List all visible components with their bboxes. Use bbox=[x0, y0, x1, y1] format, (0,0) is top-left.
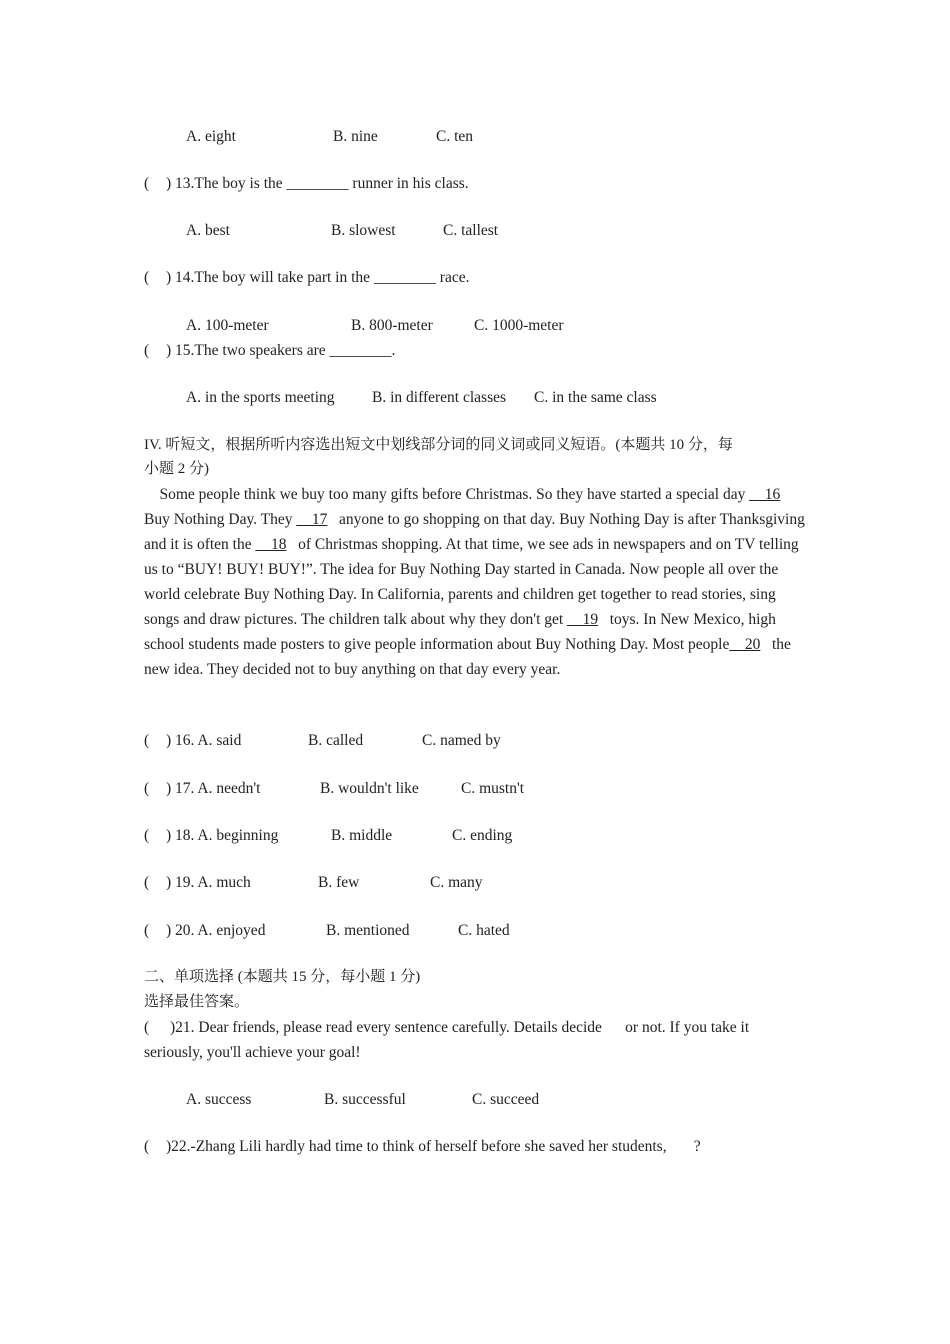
section4-heading-line1: IV. 听短文，根据所听内容选出短文中划线部分词的同义词或同义短语。(本题共 10 分，每 bbox=[144, 437, 733, 453]
q15-option-b: B. in different classes bbox=[372, 389, 507, 406]
q22-paren: ( bbox=[144, 1138, 150, 1155]
q16-option-b: B. called bbox=[308, 732, 364, 749]
blank-17: __17 bbox=[296, 511, 328, 528]
q16-stem: ) 16. A. said bbox=[166, 732, 242, 749]
section2-instruction: 选择最佳答案。 bbox=[144, 994, 250, 1010]
q21-option-c: C. succeed bbox=[472, 1091, 540, 1108]
q13-option-b: B. slowest bbox=[331, 222, 396, 239]
q19-option-c: C. many bbox=[430, 874, 483, 891]
blank-20: __20 bbox=[729, 636, 761, 653]
q15-option-a: A. in the sports meeting bbox=[186, 389, 335, 406]
q17-option-b: B. wouldn't like bbox=[320, 780, 419, 797]
q21-stem-line2: seriously, you'll achieve your goal! bbox=[144, 1044, 361, 1061]
q14-option-b: B. 800-meter bbox=[351, 317, 433, 334]
q15-option-c: C. in the same class bbox=[534, 389, 657, 406]
q19-option-b: B. few bbox=[318, 874, 360, 891]
passage-text-3: anyone to go shopping on that day. Buy Nothing Day is after Thanksgiving and it is often the bbox=[144, 511, 809, 553]
q13-stem: ) 13.The boy is the ________ runner in his class. bbox=[166, 175, 469, 192]
q21-option-b: B. successful bbox=[324, 1091, 406, 1108]
q20-option-b: B. mentioned bbox=[326, 922, 410, 939]
section2-heading: 二、单项选择 (本题共 15 分，每小题 1 分) bbox=[144, 969, 421, 985]
q18-option-b: B. middle bbox=[331, 827, 393, 844]
q20-stem: ) 20. A. enjoyed bbox=[166, 922, 266, 939]
q22-stem-line1: )22.-Zhang Lili hardly had time to think of herself before she saved her students, ? bbox=[166, 1138, 701, 1155]
q21-paren: ( bbox=[144, 1019, 150, 1036]
passage-text-2: Buy Nothing Day. They bbox=[144, 486, 792, 528]
q15-paren: ( bbox=[144, 342, 150, 359]
q13-option-c: C. tallest bbox=[443, 222, 499, 239]
q17-option-c: C. mustn't bbox=[461, 780, 525, 797]
passage bbox=[144, 482, 812, 682]
q12-option-b: B. nine bbox=[333, 128, 378, 145]
blank-18: __18 bbox=[255, 536, 287, 553]
passage-text-4: of Christmas shopping. At that time, we see ads in newspapers and on TV telling us to “BUY! BUY! BUY!”. The idea for Buy Nothing Day started in Canada. Now people all over the world celebrate Buy Nothing Day. In California, parents and children get together to read stories, sing songs and draw pictures. The children talk about why they don't get bbox=[144, 536, 803, 628]
passage-text-6: the new idea. They decided not to buy anything on that day every year. bbox=[144, 636, 795, 678]
q20-option-c: C. hated bbox=[458, 922, 510, 939]
q12-option-a: A. eight bbox=[186, 128, 236, 145]
q14-option-c: C. 1000-meter bbox=[474, 317, 564, 334]
q14-stem: ) 14.The boy will take part in the ________ race. bbox=[166, 269, 470, 286]
q13-paren: ( bbox=[144, 175, 150, 192]
q18-stem: ) 18. A. beginning bbox=[166, 827, 279, 844]
q21-stem-line1: )21. Dear friends, please read every sentence carefully. Details decide or not. If you take it bbox=[170, 1019, 750, 1036]
q14-paren: ( bbox=[144, 269, 150, 286]
passage-text-1: Some people think we buy too many gifts before Christmas. So they have started a special day bbox=[144, 486, 750, 503]
passage-text-5: toys. In New Mexico, high school students made posters to give people information about Buy Nothing Day. Most people bbox=[144, 611, 780, 653]
q16-paren: ( bbox=[144, 732, 150, 749]
q12-option-c: C. ten bbox=[436, 128, 474, 145]
q19-paren: ( bbox=[144, 874, 150, 891]
q17-stem: ) 17. A. needn't bbox=[166, 780, 261, 797]
q20-paren: ( bbox=[144, 922, 150, 939]
blank-19: __19 bbox=[567, 611, 599, 628]
q16-option-c: C. named by bbox=[422, 732, 501, 749]
blank-16: __16 bbox=[749, 486, 781, 503]
q15-stem: ) 15.The two speakers are ________. bbox=[166, 342, 396, 359]
q14-option-a: A. 100-meter bbox=[186, 317, 269, 334]
q18-paren: ( bbox=[144, 827, 150, 844]
q17-paren: ( bbox=[144, 780, 150, 797]
section4-heading-line2: 小题 2 分) bbox=[144, 461, 209, 477]
q18-option-c: C. ending bbox=[452, 827, 513, 844]
q21-option-a: A. success bbox=[186, 1091, 252, 1108]
q19-stem: ) 19. A. much bbox=[166, 874, 251, 891]
q13-option-a: A. best bbox=[186, 222, 230, 239]
